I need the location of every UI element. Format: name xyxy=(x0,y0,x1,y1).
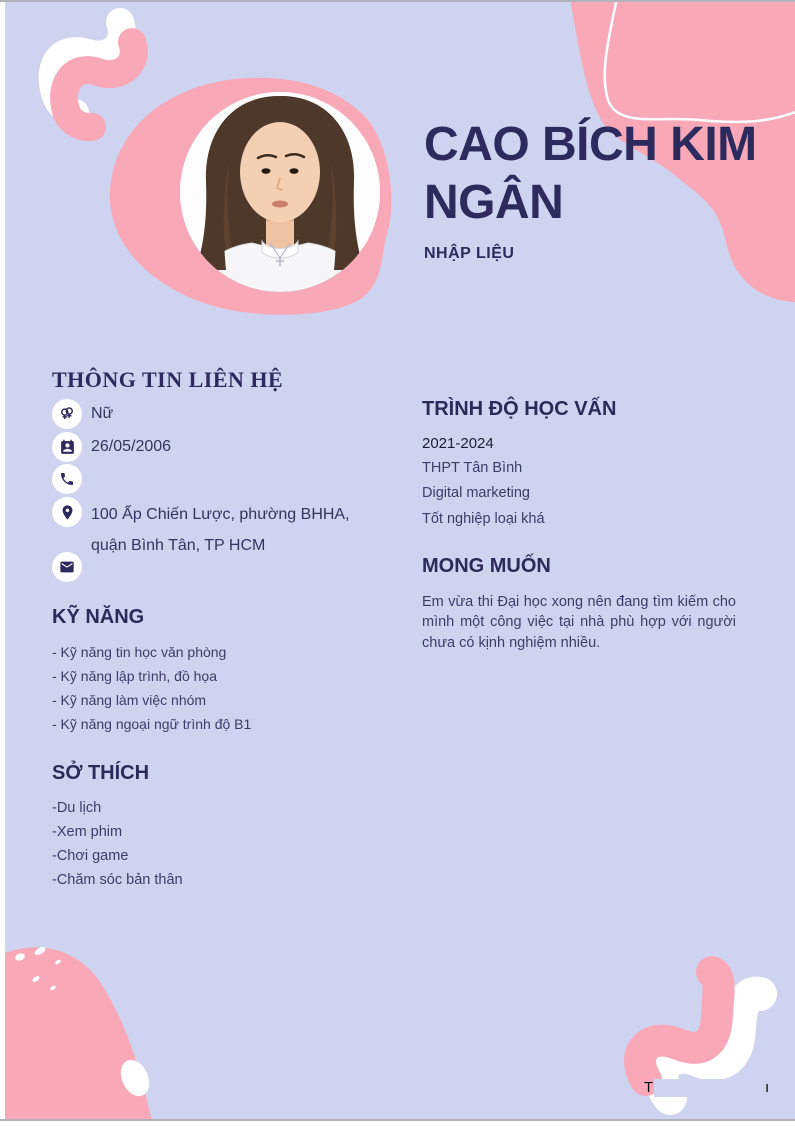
watermark-left-fragment: T xyxy=(644,1079,654,1096)
skill-item: - Kỹ năng làm việc nhóm xyxy=(52,692,207,708)
watermark-cover-patch xyxy=(654,1079,762,1097)
education-line: Digital marketing xyxy=(422,485,530,502)
hobby-item: -Chơi game xyxy=(52,848,129,864)
education-line: Tốt nghiệp loại khá xyxy=(422,510,545,527)
contact-value-address: 100 Ấp Chiến Lược, phường BHHA, quận Bình Tân, TP HCM xyxy=(91,506,350,554)
education-heading: TRÌNH ĐỘ HỌC VẤN xyxy=(422,398,617,420)
gender-icon xyxy=(52,399,82,429)
hobby-item: -Xem phim xyxy=(52,824,123,840)
watermark-right-fragment: ı xyxy=(765,1079,770,1096)
objective-text: Em vừa thi Đại học xong nên đang tìm kiếm cho mình một công việc tại nhà phù hợp với người chưa có kịnh nghiệm nhiều. xyxy=(422,594,736,651)
skill-item: - Kỹ năng lập trình, đồ họa xyxy=(52,668,217,684)
contact-row-birthday xyxy=(52,432,353,462)
corner-blob-bottom-left xyxy=(5,945,155,1119)
page-bottom-border xyxy=(0,1119,795,1121)
contact-heading: THÔNG TIN LIÊN HỆ xyxy=(52,367,284,392)
contact-value-gender: Nữ xyxy=(91,405,114,422)
skills-heading: KỸ NĂNG xyxy=(52,606,145,628)
hobby-item: -Chăm sóc bản thân xyxy=(52,872,183,888)
contact-value-birthday: 26/05/2006 xyxy=(91,438,172,455)
contact-row-email xyxy=(52,552,353,582)
person-role: NHẬP LIỆU xyxy=(424,245,515,262)
education-lines xyxy=(422,456,545,532)
skill-item: - Kỹ năng ngoại ngữ trình độ B1 xyxy=(52,716,252,732)
contact-value-email xyxy=(91,552,353,554)
contact-row-phone xyxy=(52,464,353,494)
skills-list xyxy=(52,640,251,736)
objective-heading: MONG MUỐN xyxy=(422,555,551,577)
hobbies-heading: SỞ THÍCH xyxy=(52,762,150,784)
page-top-border xyxy=(0,0,795,2)
email-icon xyxy=(52,552,82,582)
contact-row-gender xyxy=(52,399,353,429)
education-line: THPT Tân Bình xyxy=(422,460,523,476)
hobbies-list xyxy=(52,796,183,892)
location-icon xyxy=(52,497,82,527)
hobby-item: -Du lịch xyxy=(52,800,102,816)
squiggle-top-left xyxy=(53,22,134,127)
education-period: 2021-2024 xyxy=(422,435,494,452)
contact-value-phone xyxy=(91,464,353,466)
calendar-icon xyxy=(52,432,82,462)
phone-icon xyxy=(52,464,82,494)
person-name: CAO BÍCH KIM NGÂN xyxy=(424,118,757,229)
skill-item: - Kỹ năng tin học văn phòng xyxy=(52,644,227,660)
